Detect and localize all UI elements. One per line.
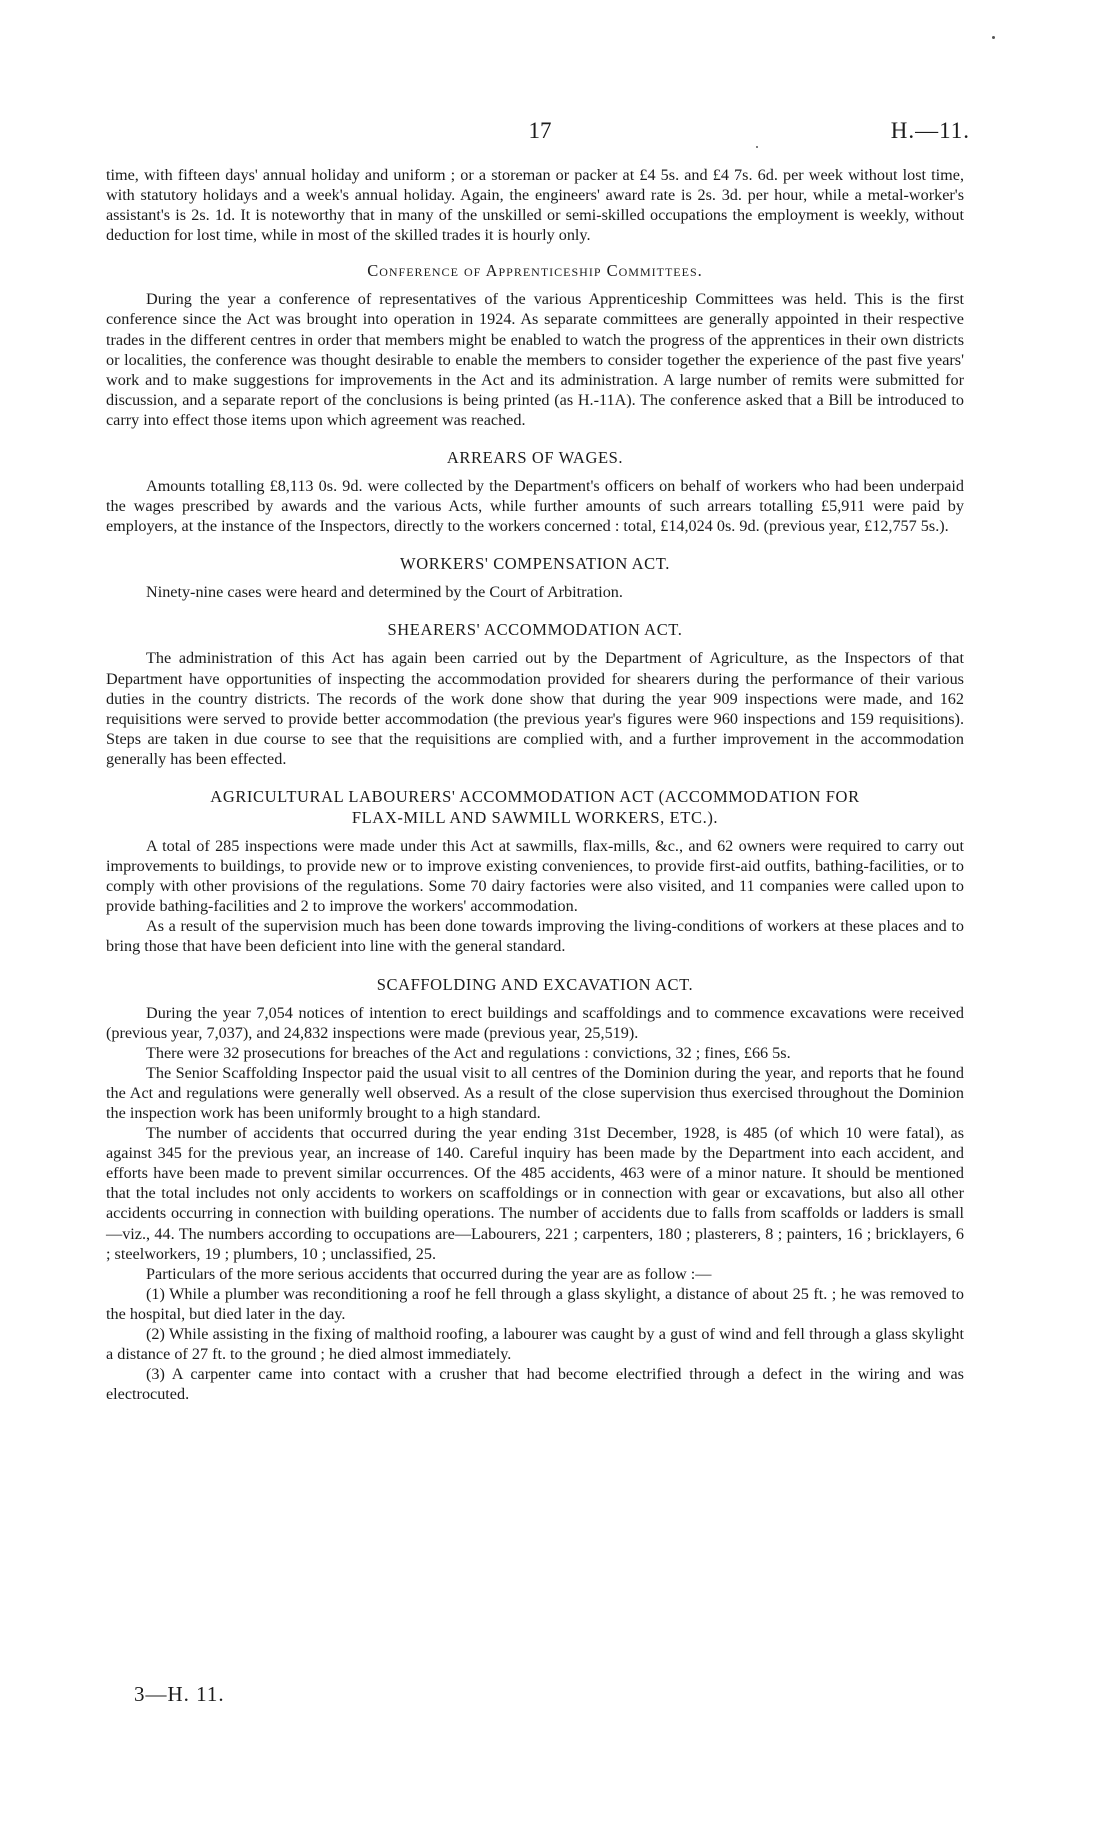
intro-paragraph: time, with fifteen days' annual holiday and uniform ; or a storeman or packer at £4 5s. and £4 7s. 6d. per week without lost time, with statutory holidays and a week's annual holiday. Again, the engineers' award rate is 2s. 3d. per hour, while a metal-worker's assistant's is 2s. 1d. It is noteworthy that in many of the unskilled or semi-skilled occupations the employment is weekly, without deduction for lost time, while in most of the skilled trades it is hourly only. <box>106 166 964 245</box>
scaffolding-paragraph-3: The Senior Scaffolding Inspector paid the usual visit to all centres of the Dominion during the year, and reports that he found the Act and regulations were generally well observed. As a result of the close supervision thus exercised throughout the Dominion the inspection work has been uniformly brought to a high standard. <box>106 1063 964 1122</box>
section-heading-agricultural <box>106 786 964 828</box>
section-heading-conference: Conference of Apprenticeship Committees. <box>367 261 703 281</box>
page-body <box>106 165 964 1404</box>
section-heading-shearers: SHEARERS' ACCOMMODATION ACT. <box>387 620 683 640</box>
arrears-paragraph: Amounts totalling £8,113 0s. 9d. were collected by the Department's officers on behalf of workers who had been underpaid the wages prescribed by awards and the various Acts, while further amounts of such arrears totalling £5,911 were paid by employers, at the instance of the Inspectors, directly to the workers concerned : total, £14,024 0s. 9d. (previous year, £12,757 5s.). <box>106 477 964 536</box>
scaffolding-paragraph-1: During the year 7,054 notices of intention to erect buildings and scaffoldings and to commence excavations were received (previous year, 7,037), and 24,832 inspections were made (previous year, 25,519). <box>106 1003 964 1042</box>
conference-paragraph: During the year a conference of representatives of the various Apprenticeship Committees was held. This is the first conference since the Act was brought into operation in 1924. As separate committees are generally appointed in their respective trades in the different centres in order that members might be enabled to watch the progress of the apprentices in their own districts or localities, the conference was thought desirable to enable the members to consider together the experience of the past five years' work and to make suggestions for improvements in the Act and its administration. A large number of remits were submitted for discussion, and a separate report of the conclusions is being printed (as H.-11A). The conference asked that a Bill be introduced to carry into effect those items upon which agreement was reached. <box>106 290 964 429</box>
section-heading-arrears: ARREARS OF WAGES. <box>446 448 624 468</box>
accident-item-1: (1) While a plumber was reconditioning a roof he fell through a glass skylight, a distance of about 25 ft. ; he was removed to the hospital, but died later in the day. <box>106 1284 964 1323</box>
page-number: 17 <box>528 118 552 143</box>
agricultural-heading-line-2: FLAX-MILL AND SAWMILL WORKERS, ETC.). <box>351 807 719 827</box>
section-heading-workers-compensation: WORKERS' COMPENSATION ACT. <box>400 554 670 574</box>
scaffolding-paragraph-2: There were 32 prosecutions for breaches of the Act and regulations : convictions, 32 ; fines, £66 5s. <box>146 1043 791 1062</box>
scan-speck <box>756 146 758 148</box>
accident-item-3: (3) A carpenter came into contact with a crusher that had become electrified through a defect in the wiring and was electrocuted. <box>106 1365 964 1404</box>
accident-item-2: (2) While assisting in the fixing of malthoid roofing, a labourer was caught by a gust of wind and fell through a glass skylight a distance of 27 ft. to the ground ; he died almost immediately. <box>106 1325 964 1364</box>
scaffolding-paragraph-4: The number of accidents that occurred during the year ending 31st December, 1928, is 485 (of which 10 were fatal), as against 345 for the previous year, an increase of 140. Careful inquiry has been made by the Department into each accident, and efforts have been made to prevent similar occurrences. Of the 485 accidents, 463 were of a minor nature. It should be mentioned that the total includes not only accidents to workers on scaffoldings or in connection with gear or excavations, but also all other accidents occurring in connection with building operations. The number of accidents due to falls from scaffolds or ladders is small—viz., 44. The numbers according to occupations are—Labourers, 221 ; carpenters, 180 ; plasterers, 8 ; painters, 16 ; bricklayers, 6 ; steelworkers, 19 ; plumbers, 10 ; unclassified, 25. <box>106 1124 964 1263</box>
scan-speck <box>992 36 995 39</box>
scaffolding-paragraph-5: Particulars of the more serious accidents that occurred during the year are as follow :— <box>146 1264 712 1283</box>
agricultural-heading-line-1: AGRICULTURAL LABOURERS' ACCOMMODATION ACT (ACCOMMODATION FOR <box>210 786 860 806</box>
section-heading-scaffolding: SCAFFOLDING AND EXCAVATION ACT. <box>376 974 694 994</box>
footer-signature: 3—H. 11. <box>134 1682 225 1706</box>
document-reference: H.—11. <box>890 118 970 143</box>
workers-compensation-paragraph: Ninety-nine cases were heard and determined by the Court of Arbitration. <box>146 583 623 602</box>
agricultural-paragraph-2: As a result of the supervision much has been done towards improving the living-conditions of workers at these places and to bring those that have been deficient into line with the general standard. <box>106 917 964 956</box>
agricultural-paragraph-1: A total of 285 inspections were made under this Act at sawmills, flax-mills, &c., and 62 owners were required to carry out improvements to buildings, to provide new or to improve existing conveniences, to provide first-aid outfits, bathing-facilities, or to comply with other provisions of the regulations. Some 70 dairy factories were also visited, and 11 companies were called upon to provide bathing-facilities and 2 to improve the workers' accommodation. <box>106 836 964 916</box>
shearers-paragraph: The administration of this Act has again been carried out by the Department of Agriculture, as the Inspectors of that Department have opportunities of inspecting the accommodation provided for shearers during the performance of their various duties in the country districts. The records of the work done show that during the year 909 inspections were made, and 162 requisitions were served to provide better accommodation (the previous year's figures were 960 inspections and 159 requisitions). Steps are taken in due course to see that the requisitions are complied with, and a further improvement in the accommodation generally has been effected. <box>106 649 964 768</box>
